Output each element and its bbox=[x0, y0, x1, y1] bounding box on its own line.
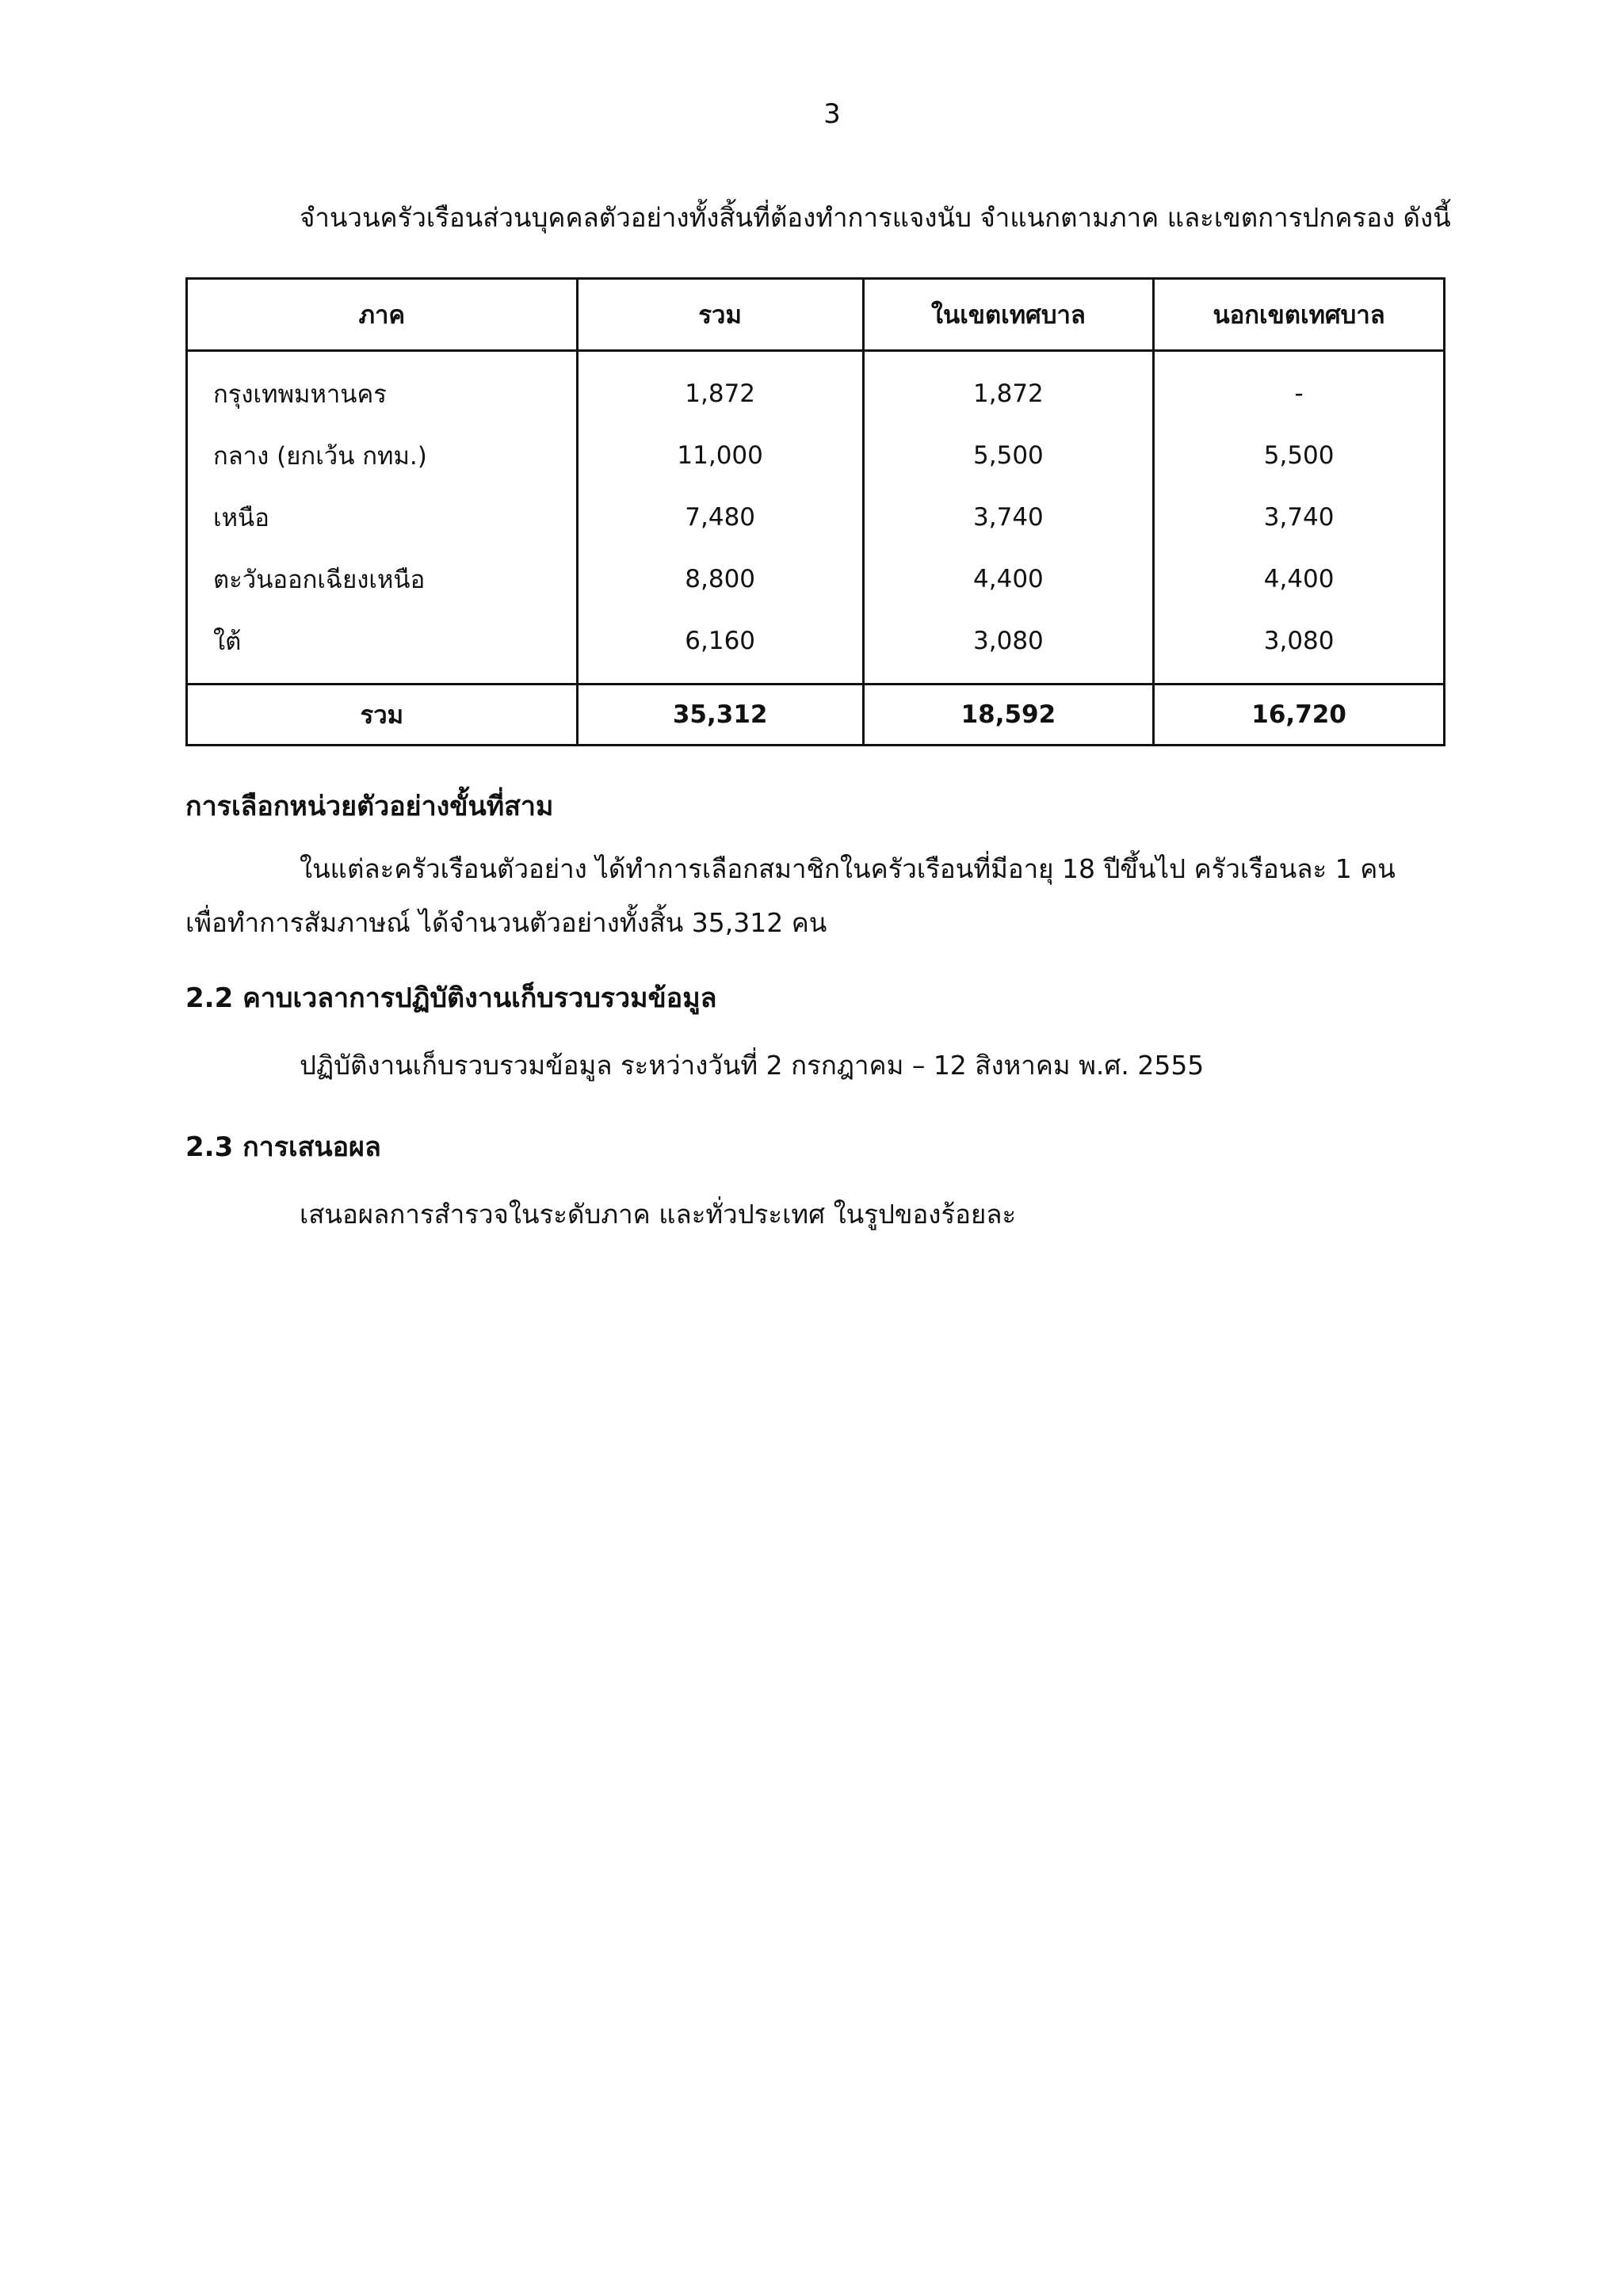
cell-region: ตะวันออกเฉียงเหนือ bbox=[187, 548, 578, 610]
cell-region: กลาง (ยกเว้น กทม.) bbox=[187, 425, 578, 486]
cell-municipal: 3,080 bbox=[863, 610, 1154, 685]
header-non-municipal: นอกเขตเทศบาล bbox=[1154, 279, 1445, 351]
cell-total: 11,000 bbox=[577, 425, 863, 486]
heading-2-3: 2.3 การเสนอผล bbox=[185, 1131, 381, 1163]
cell-non-municipal: 5,500 bbox=[1154, 425, 1445, 486]
heading-2-2: 2.2 คาบเวลาการปฏิบัติงานเก็บรวบรวมข้อมูล bbox=[185, 982, 717, 1014]
heading-third-stage: การเลือกหน่วยตัวอย่างขั้นที่สาม bbox=[185, 791, 554, 822]
cell-total: 6,160 bbox=[577, 610, 863, 685]
cell-non-municipal: 4,400 bbox=[1154, 548, 1445, 610]
table-row bbox=[187, 486, 1445, 548]
table-row bbox=[187, 548, 1445, 610]
header-total: รวม bbox=[577, 279, 863, 351]
cell-municipal: 3,740 bbox=[863, 486, 1154, 548]
table-header-row bbox=[187, 279, 1445, 351]
cell-region: เหนือ bbox=[187, 486, 578, 548]
cell-region: ใต้ bbox=[187, 610, 578, 685]
cell-total: 7,480 bbox=[577, 486, 863, 548]
footer-municipal: 18,592 bbox=[863, 685, 1154, 746]
section-2-3-text: เสนอผลการสำรวจในระดับภาค และทั่วประเทศ ในรูปของร้อยละ bbox=[300, 1199, 1017, 1230]
footer-non-municipal: 16,720 bbox=[1154, 685, 1445, 746]
cell-region: กรุงเทพมหานคร bbox=[187, 351, 578, 425]
cell-non-municipal: 3,080 bbox=[1154, 610, 1445, 685]
section-2-2-text: ปฏิบัติงานเก็บรวบรวมข้อมูล ระหว่างวันที่ 2 กรกฎาคม – 12 สิงหาคม พ.ศ. 2555 bbox=[300, 1050, 1205, 1081]
cell-municipal: 1,872 bbox=[863, 351, 1154, 425]
cell-total: 8,800 bbox=[577, 548, 863, 610]
footer-total: 35,312 bbox=[577, 685, 863, 746]
sample-households-table bbox=[185, 277, 1445, 746]
cell-non-municipal: 3,740 bbox=[1154, 486, 1445, 548]
header-municipal: ในเขตเทศบาล bbox=[863, 279, 1154, 351]
page-number: 3 bbox=[823, 98, 841, 130]
cell-total: 1,872 bbox=[577, 351, 863, 425]
third-stage-line-2: เพื่อทำการสัมภาษณ์ ได้จำนวนตัวอย่างทั้งสิ้น 35,312 คน bbox=[185, 907, 827, 938]
cell-municipal: 5,500 bbox=[863, 425, 1154, 486]
footer-label: รวม bbox=[187, 685, 578, 746]
header-region: ภาค bbox=[187, 279, 578, 351]
table-total-row bbox=[187, 685, 1445, 746]
cell-municipal: 4,400 bbox=[863, 548, 1154, 610]
table-row bbox=[187, 425, 1445, 486]
cell-non-municipal: - bbox=[1154, 351, 1445, 425]
table-row bbox=[187, 351, 1445, 425]
third-stage-line-1: ในแต่ละครัวเรือนตัวอย่าง ได้ทำการเลือกสมาชิกในครัวเรือนที่มีอายุ 18 ปีขึ้นไป ครัวเรือนละ 1 คน bbox=[300, 853, 1396, 884]
intro-paragraph: จำนวนครัวเรือนส่วนบุคคลตัวอย่างทั้งสิ้นที่ต้องทำการแจงนับ จำแนกตามภาค และเขตการปกครอง ดังนี้ bbox=[300, 202, 1451, 233]
table-row bbox=[187, 610, 1445, 685]
